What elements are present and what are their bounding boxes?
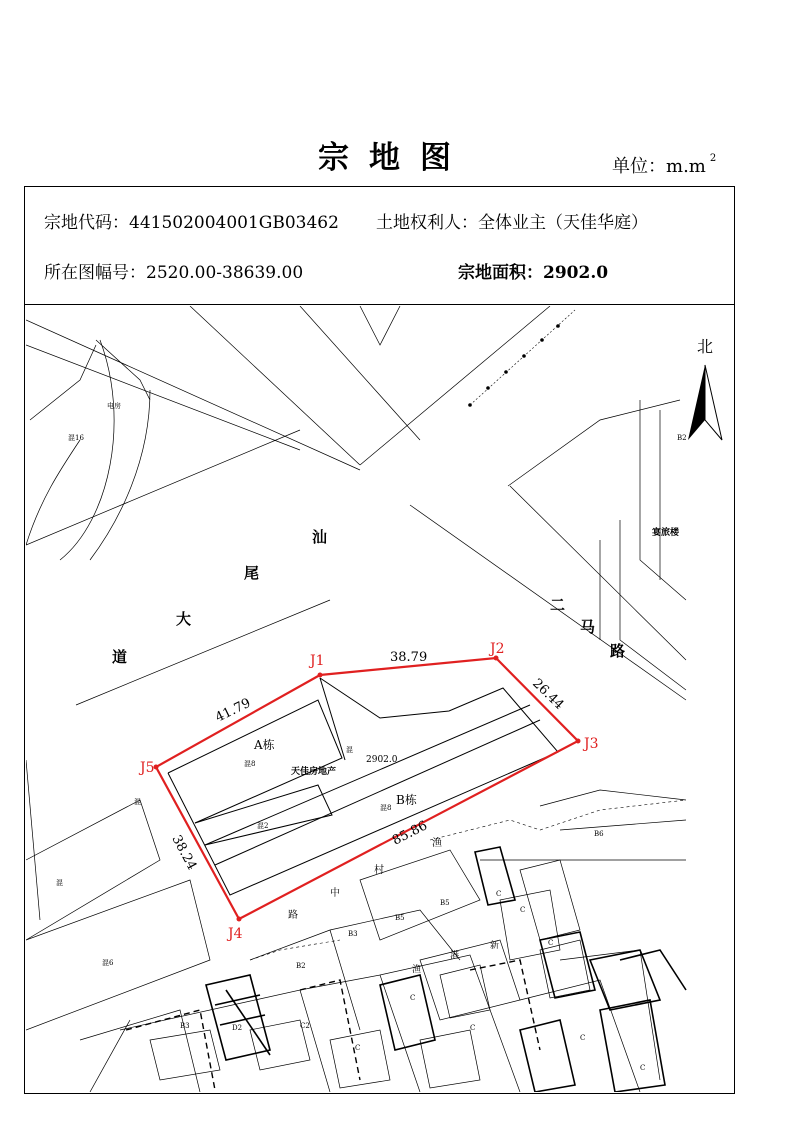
b5-a-label: B5 [395,914,405,922]
edge-length-j4-j5: 38.24 [168,832,200,873]
c-mark-3: C [548,939,554,947]
cadastral-map [26,306,734,1092]
edge-length-j2-j3: 26.44 [529,676,567,713]
c-mark-8: C [410,994,416,1002]
vertex-label-j5: J5 [140,760,155,776]
mixed-left-large-label: 混6 [102,959,114,967]
north-label: 北 [697,337,714,356]
road-erma-char-2: 马 [580,618,596,636]
c-mark-5: C [355,1044,361,1052]
yucun-gang-xin-1: 渔 [412,965,422,975]
north-arrow [688,337,722,440]
c-mark-7: C [640,1064,646,1072]
parcel-labels [244,737,418,830]
road-shanwei-char-3: 大 [176,610,192,628]
building-outlines-bold [206,847,686,1092]
vertex-marker-j3 [576,739,581,744]
edge-length-j3-j4: 85.86 [390,818,430,849]
mixed-16-label: 混16 [68,434,84,442]
b5-b-label: B5 [440,899,450,907]
parcel-area-label: 2902.0 [366,755,398,765]
b6-label: B6 [594,830,604,838]
road-shanwei-char-4: 道 [112,648,128,666]
sheet-number: 所在图幅号：2520.00-38639.00 [44,263,304,283]
road-erma-char-3: 路 [610,642,626,660]
c2-label: C2 [300,1022,310,1030]
vertex-marker-j1 [318,673,323,678]
edge-length-j1-j2: 38.79 [390,650,428,665]
info-separator [24,304,735,305]
vertex-label-j2: J2 [490,641,505,657]
road-yucun-char-1: 渔 [432,838,442,849]
unit-label [612,152,716,178]
vertex-label-j1: J1 [310,653,325,669]
vertex-marker-j4 [237,917,242,922]
unit-superscript: 2 [709,153,717,164]
yucun-gang-xin-2: 港 [450,951,460,961]
mixed-label-c: 混 [346,746,353,754]
land-owner: 土地权利人：全体业主（天佳华庭） [376,213,648,233]
road-lines [26,306,686,1092]
mixed-left-label: 混 [56,879,63,887]
c-mark-2: C [520,906,526,914]
developer-label: 天佳房地产 [291,767,337,777]
parcel-code: 宗地代码：441502004001GB03462 [44,213,339,233]
road-shanwei-char-2: 尾 [244,564,260,582]
unit-text: 单位：m.m [612,156,706,177]
parcel-area: 宗地面积：2902.0 [458,263,609,283]
block-b2-label: B2 [677,434,687,442]
building-b-label: B栋 [396,793,417,807]
vertex-label-j4: J4 [228,926,243,942]
mixed-right-label: 混 [134,798,141,806]
road-yucun-char-3: 中 [330,888,340,899]
c-mark-4: C [470,1024,476,1032]
parcel-boundary [156,658,578,919]
power-line-dots [468,324,560,407]
power-line [470,310,575,405]
b3-a-label: B3 [348,930,358,938]
road-yucun-char-4: 路 [288,910,298,921]
c-mark-1: C [496,890,502,898]
mixed-label-a: 混8 [244,760,256,768]
road-names [112,528,625,666]
road-erma-char-1: 二 [550,596,566,614]
road-yucun-char-2: 村 [374,865,384,876]
north-arrow-left [688,365,705,440]
road-shanwei-char-1: 汕 [312,528,328,546]
substation-label: 电房 [107,402,121,410]
yucun-gang-xin-3: 新 [490,941,500,951]
b3-b-label: B3 [180,1022,190,1030]
c-mark-6: C [580,1034,586,1042]
mixed-label-b: 混8 [380,804,392,812]
d2-label: D2 [232,1024,243,1032]
north-arrow-right [705,365,722,440]
hall-label: 宴旅楼 [652,528,680,538]
edge-length-j5-j1: 41.79 [213,695,254,726]
page-title: 宗地图 [318,140,471,176]
b2-a-label: B2 [296,962,306,970]
vertex-label-j3: J3 [584,736,599,752]
mixed-label-a2: 混2 [257,822,269,830]
building-a-label: A栋 [254,738,275,752]
